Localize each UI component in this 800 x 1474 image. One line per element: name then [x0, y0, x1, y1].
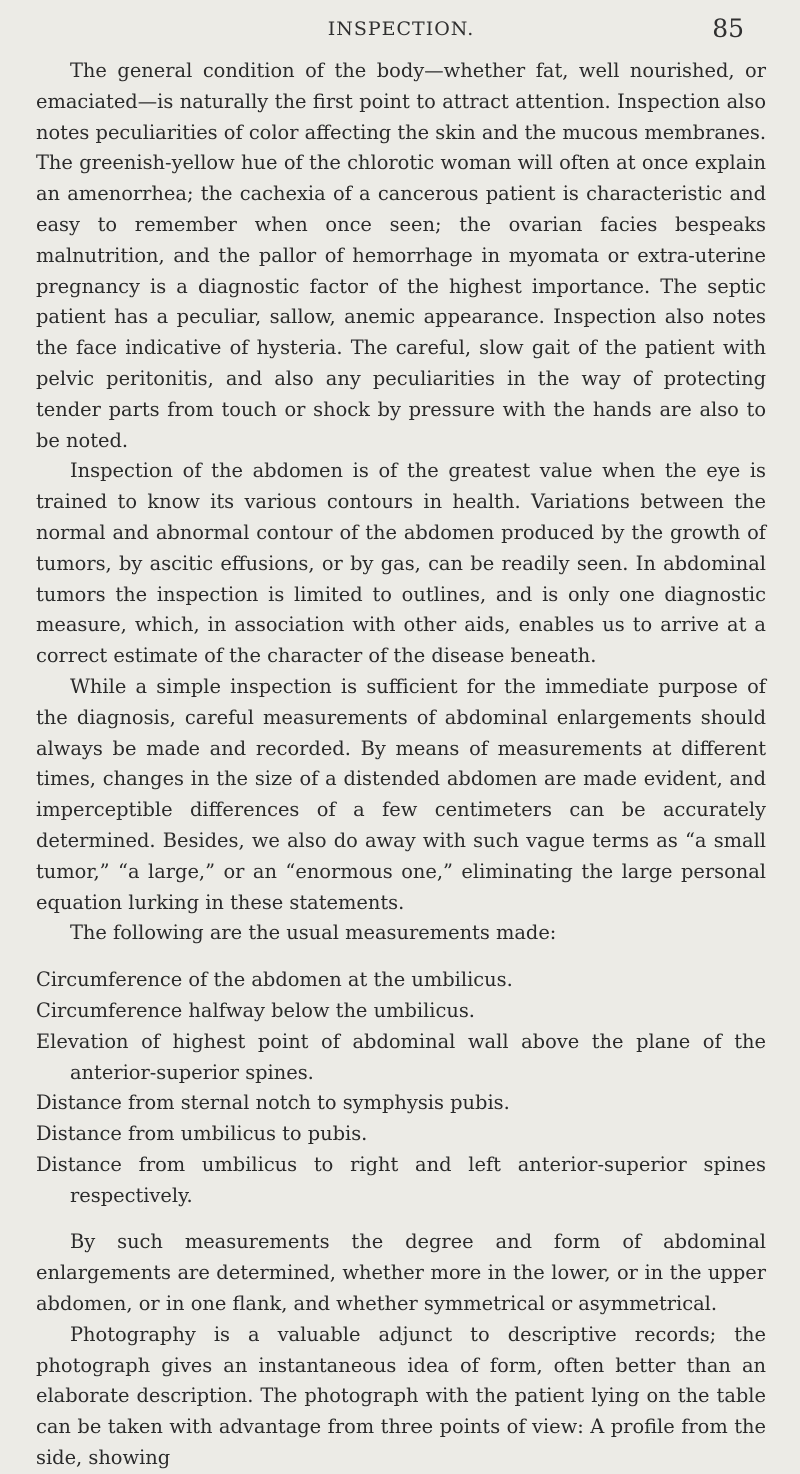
running-title: INSPECTION. [327, 18, 475, 40]
paragraph-measurements: While a simple inspection is sufficient for the immediate purpose of the diagnosis, careful measurements of abdominal enlargements should always be made and recorded. By means of measurements at different times, changes in the size of a distended abdomen are made evident, and imperceptible differences of a few centimeters can be accurately determined. Besides, we also do away with such vague terms as “a small tumor,” “a large,” or an “enormous one,” eliminating the large personal equation lurking in these statements. [36, 674, 766, 914]
list-item: Circumference halfway below the umbilicus. [36, 998, 475, 1022]
list-item: Distance from umbilicus to right and left anterior-superior spines respectively. [36, 1152, 766, 1207]
paragraph-abdomen-inspection: Inspection of the abdomen is of the greatest value when the eye is trained to know its various contours in health. Variations between the normal and abnormal contour of the abdomen produced by the growth of tumors, by ascitic effusions, or by gas, can be readily seen. In abdominal tumors the inspection is limited to outlines, and is only one diagnostic measure, which, in association with other aids, enables us to arrive at a correct estimate of the character of the disease beneath. [36, 459, 766, 668]
paragraph-general-condition: The general condition of the body—whether fat, well nourished, or emaciated—is naturally the first point to attract attention. Inspection also notes peculiarities of color affecting the skin and the mucous membranes. The greenish-yellow hue of the chlorotic woman will often at once explain an amenorrhea; the cachexia of a cancerous patient is characteristic and easy to remember when once seen; the ovarian facies bespeaks malnutrition, and the pallor of hemorrhage in myomata or extra-uterine pregnancy is a diagnostic factor of the highest importance. The septic patient has a peculiar, sallow, anemic appearance. Inspection also notes the face indicative of hysteria. The careful, slow gait of the patient with pelvic peritonitis, and also any peculiarities in the way of protecting tender parts from touch or shock by pressure with the hands are also to be noted. [36, 59, 766, 452]
paragraph-enlargements: By such measurements the degree and form of abdominal enlargements are determined, whether more in the lower, or in the upper abdomen, or in one flank, and whether symmetrical or asymmetrical. [36, 1230, 766, 1316]
paragraph-list-intro: The following are the usual measurements made: [70, 921, 557, 945]
paragraph-photography: Photography is a valuable adjunct to descriptive records; the photograph gives an instantaneous idea of form, often better than an elaborate description. The photograph with the patient lying on the table can be taken with advantage from three points of view: A profile from the side, showing [36, 1322, 766, 1470]
measurement-list [36, 965, 766, 1211]
list-item: Distance from umbilicus to pubis. [36, 1122, 368, 1146]
page-number: 85 [712, 14, 744, 43]
list-item: Elevation of highest point of abdominal wall above the plane of the anterior-superior spines. [36, 1029, 766, 1084]
body-text [36, 56, 766, 1474]
list-item: Distance from sternal notch to symphysis pubis. [36, 1091, 510, 1115]
running-head [36, 10, 766, 56]
list-item: Circumference of the abdomen at the umbilicus. [36, 968, 513, 992]
